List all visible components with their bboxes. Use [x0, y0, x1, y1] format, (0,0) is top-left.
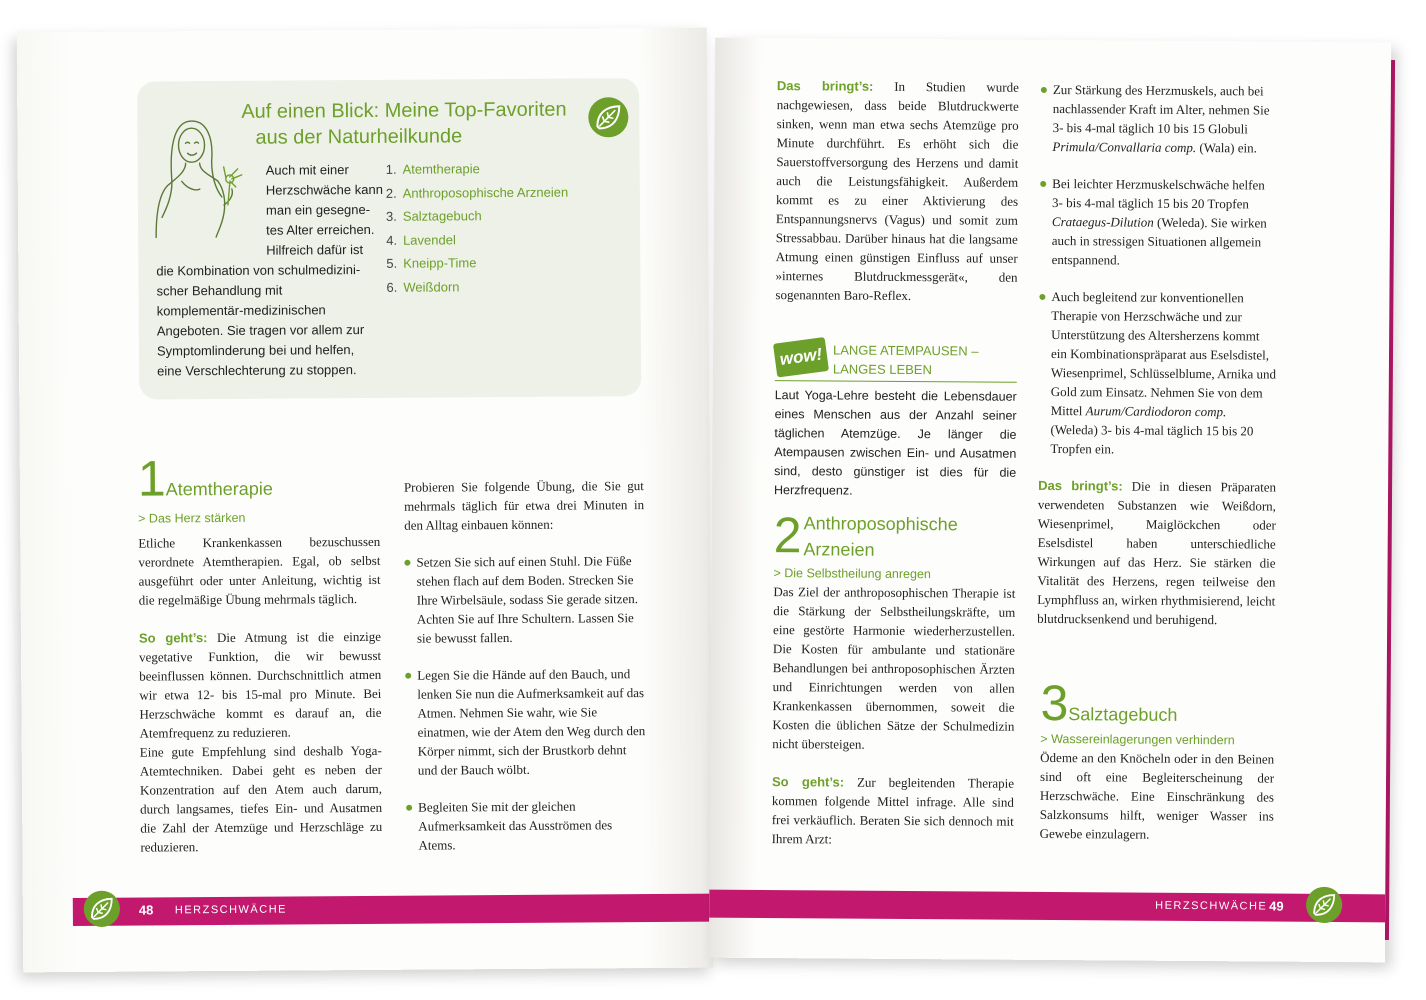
right-column-2-bottom	[1040, 732, 1275, 845]
lead-in: Das bringt’s:	[1038, 477, 1123, 494]
list-item	[1038, 287, 1277, 460]
wow-title-line2: LANGES LEBEN	[832, 361, 932, 378]
text: Zur Stärkung des Herzmuskels, auch bei nachlassender Kraft im Alter, nehmen Sie 3- bis 4-mal täglich 10 bis 15 Globuli	[1052, 82, 1270, 137]
list-item	[1040, 174, 1279, 271]
infobox-intro-cont: die Kombination von schulmedizini-scher Behandlung mit komplementär-medizinischen Angeboten. Sie tragen vor allem zur Symptomlinderung bei und helfen, eine Verschlechterung zu stoppen.	[156, 262, 365, 379]
section-2-heading	[773, 507, 958, 564]
text: Bei leichter Herzmuskelschwäche helfen 3- bis 4-mal täglich 15 bis 20 Tropfen	[1052, 176, 1265, 212]
paragraph: Ödeme an den Knöcheln oder in den Beinen sind oft eine Begleiterscheinung der Herzschwäche. Eine Einschränkung des Salzkonsums hilft, weniger Wasser ins Gewebe einzulagern.	[1039, 749, 1275, 842]
list-item: Setzen Sie sich auf einen Stuhl. Die Füße stehen flach auf dem Boden. Strecken Sie Ihre Wirbelsäule, sodass Sie gerade sitzen. Achten Sie auf Ihre Schultern. Lassen Sie sie bewusst fallen.	[404, 551, 645, 648]
lead-in: Das bringt’s:	[776, 78, 874, 94]
infobox-title	[241, 97, 567, 151]
right-column-1-top	[775, 76, 1019, 306]
remedy-name: Aurum/Cardiodoron comp.	[1085, 403, 1227, 420]
paragraph: Das Ziel der anthroposophischen Therapie ist die Stärkung der Selbstheilungskräfte, um eine gestörte Harmonie wiederherzustellen. Die Kosten für ambulante und stationäre Behandlungen bei anthroposophischen Ärzten und Einrichtungen werden von allen Krankenkassen übernommen, soweit die Kosten die üblichen Sätze der Schulmedizin nicht übersteigen.	[772, 584, 1016, 752]
wow-badge: wow!	[773, 337, 829, 378]
list-item-label: Atemtherapie	[402, 161, 480, 177]
text: (Weleda). Sie wirken auch in stressigen Situationen allgemein entspannend.	[1051, 214, 1267, 268]
wow-title-line1: LANGE ATEMPAUSEN –	[832, 342, 979, 359]
wow-text: Laut Yoga-Lehre besteht die Lebensdauer eines Menschen aus der Anzahl seiner täglichen Atemzüge. Je länger die Atempausen zwischen Ein- und Ausatmen sind, desto günstiger ist dies für die Herzfrequenz.	[774, 388, 1017, 498]
section-1-heading	[137, 450, 273, 507]
list-item: Begleiten Sie mit der gleichen Aufmerksamkeit das Ausströmen des Atems.	[406, 796, 646, 855]
text: (Weleda) 3- bis 4-mal täglich 15 bis 20 Tropfen ein.	[1050, 422, 1254, 457]
list-item-label: Kneipp-Time	[403, 255, 477, 271]
section-subtitle: > Das Herz stärken	[138, 510, 246, 526]
paragraph: Eine gute Empfehlung sind deshalb Yoga-Atemtechniken. Dabei geht es neben der Konzentration auf den Atem auch darum, durch langsames, tiefes Ein- und Ausatmen die Zahl der Atemzüge und Herzschläge zu reduzieren.	[139, 742, 383, 855]
lead-in: So geht’s:	[138, 630, 208, 646]
left-footer	[73, 894, 713, 926]
list-item	[386, 157, 569, 182]
text: (Wala) ein.	[1196, 140, 1257, 156]
list-item	[386, 180, 569, 205]
section-3-heading	[1040, 674, 1178, 732]
list-item	[386, 227, 569, 252]
favorites-list	[386, 157, 569, 299]
intro-line: Herzschwäche kann	[265, 181, 383, 198]
section-number: 2	[773, 507, 802, 564]
right-column-2	[1037, 80, 1279, 630]
list-item-label: Salztagebuch	[402, 208, 482, 224]
wow-title	[833, 340, 979, 379]
top-favorites-box	[137, 78, 641, 399]
infobox-title-line1: Auf einen Blick: Meine Top-Favoriten	[241, 98, 567, 123]
exercise-list	[404, 551, 646, 855]
list-item	[386, 204, 569, 229]
section-title	[803, 510, 957, 563]
page-number: 49	[1269, 898, 1284, 914]
section-title: Salztagebuch	[1068, 704, 1178, 725]
paragraph-text: Die Atmung ist die einzige vegetative Funktion, die wir bewusst beeinflussen können. Durchschnittlich atmen wir etwa 12- bis 15-mal pro Minute. Bei Herzschwäche kommt es darauf an, die Atemfrequenz zu reduzieren.	[139, 628, 382, 741]
paragraph	[775, 76, 1019, 306]
list-item-label: Lavendel	[402, 231, 456, 248]
leaf-icon	[587, 96, 629, 138]
lead-in: So geht’s:	[771, 774, 845, 790]
intro-line: Auch mit einer	[265, 162, 349, 178]
right-footer	[709, 890, 1385, 923]
woman-illustration	[151, 109, 252, 240]
list-item-num: 2.	[385, 185, 397, 201]
intro-line: Hilfreich dafür ist	[266, 242, 364, 258]
section-title-line2: Arzneien	[803, 539, 875, 560]
paragraph	[139, 627, 382, 743]
list-item-num: 5.	[386, 255, 398, 271]
divider	[775, 380, 1017, 383]
intro-line: man ein gesegne-	[265, 201, 371, 218]
section-subtitle: > Wassereinlagerungen verhindern	[1040, 731, 1235, 748]
list-item-num: 6.	[386, 279, 398, 295]
list-item: Legen Sie die Hände auf den Bauch, und lenken Sie nun die Aufmerksamkeit auf das Atmen. Nehmen Sie wahr, wie Sie einatmen, wie der Atem den Weg durch den Körper nimmt, sich der Brustkorb dehnt und der Bauch wölbt.	[405, 664, 646, 780]
remedy-list	[1038, 80, 1279, 460]
list-item-num: 4.	[386, 232, 398, 248]
paragraph-text: Zur begleitenden Therapie kommen folgende Mittel infrage. Alle sind frei verkäuflich. Beraten Sie sich dennoch mit Ihrem Arzt:	[771, 774, 1015, 847]
paragraph-text: Die in diesen Präparaten verwendeten Substanzen wie Weißdorn, Wiesenprimel, Maiglöckchen oder Eselsdistel haben unterschiedliche Wirkungen auf das Herz. Sie stärken die Vitalität des Herzens, regen teilweise den Lymphfluss an, wirken rhythmisierend, leicht blutdrucksenkend und beruhigend.	[1037, 478, 1277, 628]
text: Auch begleitend zur konventionellen Therapie von Herzschwäche und zur Unterstützung des Altersherzens kommt ein Kombinationspräparat aus Eselsdistel, Wiesenprimel, Schlüsselblume, Arnika und Gold zum Einsatz. Nehmen Sie von dem Mittel	[1050, 289, 1277, 419]
section-number: 1	[137, 450, 166, 507]
paragraph	[1037, 476, 1276, 630]
infobox-intro	[266, 160, 397, 261]
running-header: HERZSCHWÄCHE	[174, 903, 288, 917]
remedy-name: Crataegus-Dilution	[1051, 214, 1154, 230]
running-header: HERZSCHWÄCHE	[1155, 899, 1268, 913]
intro-line: tes Alter erreichen.	[266, 221, 375, 238]
paragraph: Etliche Krankenkassen bezuschussen verordnete Atemtherapien. Egal, ob selbst ausgeführt oder unter Anleitung, wichtig ist die regelmäßige Übung mehrmals täglich.	[138, 533, 381, 608]
paragraph-text: In Studien wurde nachgewiesen, dass beide Blutdruckwerte sinken, wenn man etwa sechs Atemzüge pro Minute durchführt. Es erhöht sich die Sauerstoffversorgung des Herzens und damit auch die Leistungsfähigkeit. Außerdem kommt es zu einer Aktivierung des Entspannungsnervs (Vagus) und somit zum Stressabbau. Darüber hinaus hat die langsame Atmung einen günstigen Einfluss auf unser »internes Blutdruckmessgerät«, den sogenannten Baro-Reflex.	[775, 78, 1019, 304]
list-item	[386, 251, 569, 276]
right-page	[709, 38, 1391, 963]
list-item-label: Anthroposophische Arzneien	[402, 184, 569, 201]
leaf-icon	[83, 890, 121, 928]
section-title: Atemtherapie	[165, 478, 273, 500]
left-column-1	[138, 510, 382, 857]
list-item-num: 3.	[385, 208, 397, 224]
list-item-num: 1.	[385, 161, 397, 177]
remedy-name: Primula/Convallaria comp.	[1052, 139, 1197, 156]
section-title-line1: Anthroposophische	[803, 513, 958, 535]
paragraph	[772, 772, 1015, 850]
infobox-title-line2: aus der Naturheilkunde	[255, 125, 463, 149]
list-item	[386, 274, 569, 299]
list-item-label: Weißdorn	[403, 278, 460, 295]
leaf-icon	[1305, 886, 1343, 924]
right-column-1-bottom	[772, 566, 1016, 850]
paragraph: Probieren Sie folgende Übung, die Sie gut mehrmals täglich für etwa drei Minuten in den Alltag einbauen können:	[403, 478, 645, 533]
page-number: 48	[138, 902, 154, 918]
section-number: 3	[1040, 674, 1069, 732]
section-subtitle: > Die Selbstheilung anregen	[773, 566, 931, 582]
list-item	[1040, 80, 1279, 158]
left-column-2	[404, 476, 647, 873]
left-page	[17, 28, 714, 973]
